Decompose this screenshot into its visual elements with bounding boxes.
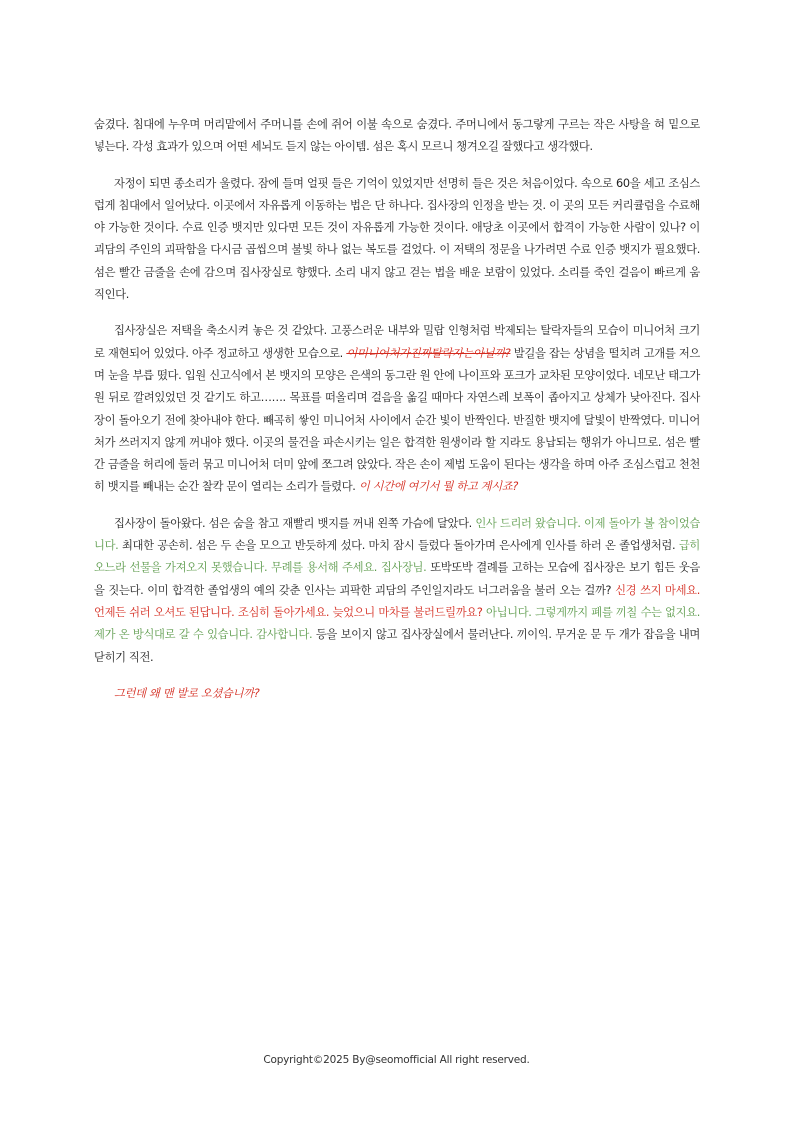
paragraph-4-text-3: 또박또박 결례를 고하는 모습에 집사장은 보기 힘든 웃음을 짓는다. 이미 합격한 졸업생의 예의 갖춘 인사는 괴팍한 괴담의 주인일지라도 너그러움을 불러 오는 걸까?: [94, 561, 700, 597]
paragraph-3-text-b: 발길을 잡는 상념을 떨치려 고개를 저으며 눈을 부릅 떴다. 입원 신고식에서 본 뱃지의 모양은 은색의 동그란 원 안에 나이프와 포크가 교차된 모양이었다. 네모난 태그가 원 뒤로 깔려있었던 것 같기도 하고……. 목표를 떠올리며 걸음을 옮길 때마다 자연스레 보폭이 좁아지고 상체가 낮아진다. 집사장이 돌아오기 전에 찾아내야 한다. 빼곡히 쌓인 미니어처 사이에서 순간 빛이 반짝인다. 반질한 뱃지에 달빛이 반짝였다. 미니어처가 쓰러지지 않게 꺼내야 했다. 이곳의 물건을 파손시키는 일은 합격한 원생이라 할 지라도 용납되는 행위가 아니므로. 섬은 빨간 금줄을 허리에 둘러 묶고 미니어처 더미 앞에 쪼그려 앉았다. 작은 손이 제법 도움이 된다는 생각을 하며 아주 조심스럽고 천천히 뱃지를 빼내는 순간 찰칵 문이 열리는 소리가 들렸다.: [94, 346, 700, 494]
paragraph-2: [94, 173, 700, 307]
struck-thought: 이미니어처가진짜탈락자는아닐까?: [346, 346, 511, 360]
paragraph-4-text-2: 최대한 공손히. 섬은 두 손을 모으고 반듯하게 섰다. 마치 잠시 들렀다 돌아가며 은사에게 인사를 하러 온 졸업생처럼.: [121, 539, 676, 553]
paragraph-4-text-4: 등을 보이지 않고 집사장실에서 물러난다. 끼이익. 무거운 문 두 개가 잡음을 내며 닫히기 직전.: [94, 628, 700, 664]
paragraph-5: [94, 683, 700, 705]
final-question: 그런데 왜 맨 발로 오셨습니까?: [114, 686, 260, 700]
paragraph-4-text-1: 집사장이 돌아왔다. 섬은 숨을 참고 재빨리 뱃지를 꺼내 왼쪽 가슴에 달았다.: [114, 516, 472, 530]
paragraph-3-text-a: 집사장실은 저택을 축소시켜 놓은 것 같았다. 고풍스러운 내부와 밀랍 인형처럼 박제되는 탈락자들의 모습이 미니어처 크기로 재현되어 있었다. 아주 정교하고 생생한 모습으로.: [94, 324, 700, 360]
paragraph-4: [94, 513, 700, 669]
paragraph-1: [94, 114, 700, 159]
seom-dialogue-1: 인사 드리러 왔습니다. 이제 돌아가 볼 참이었습니다.: [94, 516, 700, 553]
butler-dialogue: 신경 쓰지 마세요. 언제든 쉬러 오셔도 된답니다. 조심히 돌아가세요. 늦었으니 마차를 불러드릴까요?: [94, 583, 700, 619]
butler-question: 이 시간에 여기서 뭘 하고 계시죠?: [358, 480, 518, 494]
paragraph-2-text: 자정이 되면 종소리가 울렸다. 잠에 들며 얼핏 들은 기억이 있었지만 선명히 들은 것은 처음이었다. 속으로 60을 세고 조심스럽게 침대에서 일어났다. 이곳에서 자유롭게 이동하는 법은 단 하나다. 집사장의 인정을 받는 것. 이 곳의 모든 커리큘럼을 수료해야 가능한 것이다. 수료 인증 뱃지만 있다면 모든 것이 자유롭게 가능한 것이다. 애당초 이곳에서 합격이 가능한 사람이 있나? 이 괴담의 주인의 괴팍함을 다시금 곱씹으며 불빛 하나 없는 복도를 걸었다. 이 저택의 정문을 나가려면 수료 인증 뱃지가 필요했다. 섬은 빨간 금줄을 손에 감으며 집사장실로 향했다. 소리 내지 않고 걷는 법을 배운 보람이 있었다. 소리를 죽인 걸음이 빠르게 움직인다.: [94, 176, 700, 302]
paragraph-3: [94, 320, 700, 498]
seom-dialogue-3: 아닙니다. 그렇게까지 폐를 끼칠 수는 없지요. 제가 온 방식대로 갈 수 있습니다. 감사합니다.: [94, 605, 700, 642]
story-body: [94, 114, 700, 719]
copyright-footer: Copyright©2025 By@seomofficial All right reserved.: [263, 1054, 530, 1066]
seom-dialogue-2: 급히 오느라 선물을 가져오지 못했습니다. 무례를 용서해 주세요. 집사장님.: [94, 539, 700, 575]
paragraph-1-text: 숨겼다. 침대에 누우며 머리맡에서 주머니를 손에 쥐어 이불 속으로 숨겼다. 주머니에서 동그랗게 구르는 작은 사탕을 혀 밑으로 넣는다. 각성 효과가 있으며 어떤 세뇌도 듣지 않는 아이템. 섬은 혹시 모르니 챙겨오길 잘했다고 생각했다.: [94, 118, 700, 154]
